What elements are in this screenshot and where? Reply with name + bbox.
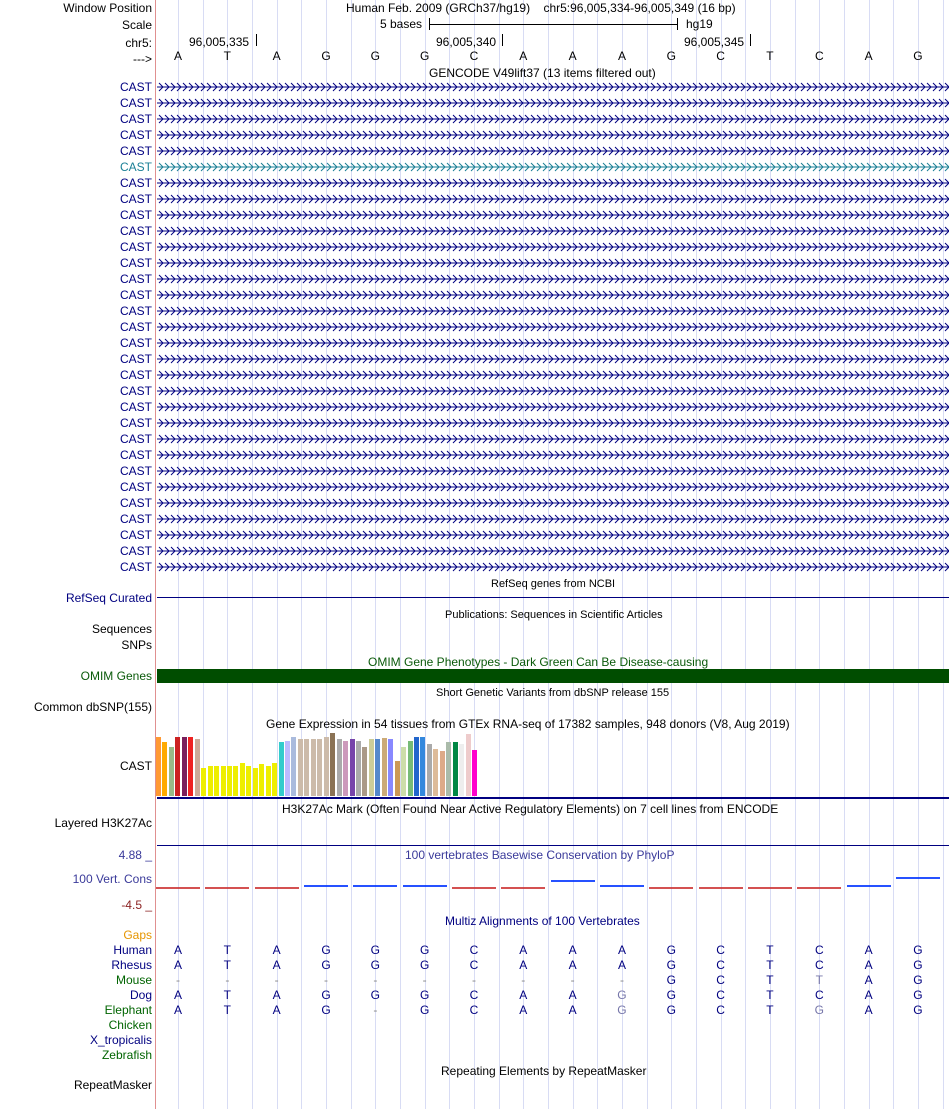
multiz-base: A bbox=[617, 958, 626, 972]
multiz-base: A bbox=[864, 973, 873, 987]
chrom-label: chr5: bbox=[125, 36, 152, 50]
scale-tick-left bbox=[429, 18, 430, 30]
gencode-transcript-label[interactable]: CAST bbox=[119, 80, 152, 94]
gtex-tissue-bar[interactable] bbox=[156, 737, 161, 796]
gtex-tissue-bar[interactable] bbox=[175, 737, 180, 796]
gencode-transcript-feature[interactable] bbox=[157, 562, 949, 572]
multiz-base: C bbox=[716, 958, 725, 972]
base-letter: T bbox=[766, 49, 774, 63]
gencode-transcript-feature[interactable] bbox=[157, 98, 949, 108]
multiz-base: A bbox=[173, 988, 182, 1002]
base-letter: G bbox=[419, 49, 430, 63]
multiz-base: A bbox=[568, 943, 577, 957]
phylop-score-mark bbox=[551, 880, 595, 889]
gtex-bar-chart[interactable] bbox=[156, 733, 556, 796]
base-letter: A bbox=[617, 49, 626, 63]
gtex-tissue-bar[interactable] bbox=[330, 733, 335, 796]
multiz-title[interactable]: Multiz Alignments of 100 Vertebrates bbox=[445, 914, 640, 928]
multiz-base: C bbox=[814, 988, 824, 1002]
gencode-transcript-feature[interactable] bbox=[157, 242, 949, 252]
strand-label: ---> bbox=[133, 52, 152, 66]
dbsnp-title[interactable]: Short Genetic Variants from dbSNP release 155 bbox=[436, 687, 670, 699]
phylop-label[interactable]: 100 Vert. Cons bbox=[72, 872, 152, 886]
refseq-label[interactable]: RefSeq Curated bbox=[65, 591, 152, 605]
multiz-base: - bbox=[176, 973, 180, 987]
gtex-tissue-bar[interactable] bbox=[279, 742, 284, 796]
phylop-score-mark bbox=[797, 887, 841, 895]
multiz-base: A bbox=[568, 988, 577, 1002]
repeatmasker-title[interactable]: Repeating Elements by RepeatMasker bbox=[441, 1064, 647, 1078]
multiz-base: G bbox=[321, 943, 331, 957]
gencode-transcript-feature[interactable] bbox=[157, 498, 949, 508]
gtex-tissue-bar[interactable] bbox=[188, 737, 193, 796]
gencode-transcript-feature[interactable] bbox=[157, 434, 949, 444]
gtex-baseline bbox=[157, 797, 949, 799]
window-position-text: Human Feb. 2009 (GRCh37/hg19) chr5:96,005,334-96,005,349 (16 bp) bbox=[346, 1, 736, 15]
gtex-tissue-bar[interactable] bbox=[414, 737, 419, 796]
gencode-transcript-feature[interactable] bbox=[157, 306, 949, 316]
phylop-score-mark bbox=[896, 877, 940, 889]
gencode-transcript-feature[interactable] bbox=[157, 530, 949, 540]
gencode-transcript-label[interactable]: CAST bbox=[119, 448, 152, 462]
gtex-tissue-bar[interactable] bbox=[291, 737, 296, 796]
gtex-tissue-bar[interactable] bbox=[343, 741, 348, 796]
gtex-tissue-bar[interactable] bbox=[304, 739, 309, 796]
gencode-transcript-feature[interactable] bbox=[157, 354, 949, 364]
gencode-transcript-feature[interactable] bbox=[157, 402, 949, 412]
multiz-base: G bbox=[321, 988, 331, 1002]
multiz-base: A bbox=[519, 958, 528, 972]
multiz-base: T bbox=[815, 973, 823, 987]
gtex-tissue-bar[interactable] bbox=[182, 737, 187, 796]
multiz-base: G bbox=[321, 958, 331, 972]
multiz-species-label[interactable]: Human bbox=[113, 943, 152, 957]
multiz-base: A bbox=[864, 958, 873, 972]
gencode-transcript-label[interactable]: CAST bbox=[119, 400, 152, 414]
refseq-title[interactable]: RefSeq genes from NCBI bbox=[491, 578, 616, 590]
multiz-base: T bbox=[766, 1003, 774, 1017]
gencode-transcript-label[interactable]: CAST bbox=[119, 176, 152, 190]
gencode-transcript-feature[interactable] bbox=[157, 226, 949, 236]
gencode-transcript-feature[interactable] bbox=[157, 418, 949, 428]
multiz-base: - bbox=[570, 973, 575, 987]
gencode-transcript-feature[interactable] bbox=[157, 450, 949, 460]
gencode-transcript-feature[interactable] bbox=[157, 338, 949, 348]
multiz-base: G bbox=[814, 1003, 824, 1017]
multiz-base: A bbox=[519, 943, 528, 957]
gencode-transcript-feature[interactable] bbox=[157, 482, 949, 492]
h3k27ac-baseline bbox=[157, 845, 949, 846]
multiz-base: - bbox=[619, 973, 624, 987]
multiz-base: G bbox=[617, 1003, 627, 1017]
phylop-score-mark bbox=[649, 887, 693, 894]
gencode-transcript-label[interactable]: CAST bbox=[119, 96, 152, 110]
gencode-transcript-feature[interactable] bbox=[157, 210, 949, 220]
gtex-tissue-bar[interactable] bbox=[466, 734, 471, 796]
gtex-tissue-bar[interactable] bbox=[362, 747, 367, 796]
phylop-score-mark bbox=[699, 887, 743, 893]
base-letter: C bbox=[469, 49, 479, 63]
gencode-transcript-feature[interactable] bbox=[157, 146, 949, 156]
gencode-transcript-feature[interactable] bbox=[157, 162, 949, 172]
phylop-score-mark bbox=[156, 887, 200, 891]
scale-bases: 5 bases bbox=[380, 17, 423, 31]
gencode-transcript-label[interactable]: CAST bbox=[119, 480, 152, 494]
base-letter: G bbox=[913, 49, 923, 63]
gtex-tissue-bar[interactable] bbox=[195, 739, 200, 796]
base-letter: A bbox=[173, 49, 182, 63]
gencode-transcript-label[interactable]: CAST bbox=[119, 256, 152, 270]
multiz-species-label[interactable]: Zebrafish bbox=[101, 1048, 152, 1062]
gtex-tissue-bar[interactable] bbox=[395, 761, 400, 796]
base-letter: C bbox=[716, 49, 725, 63]
gtex-tissue-bar[interactable] bbox=[472, 750, 477, 796]
gtex-tissue-bar[interactable] bbox=[337, 739, 342, 796]
gtex-tissue-bar[interactable] bbox=[246, 766, 251, 796]
gencode-transcript-label[interactable]: CAST bbox=[119, 368, 152, 382]
multiz-base: T bbox=[766, 958, 774, 972]
gtex-tissue-bar[interactable] bbox=[162, 742, 167, 796]
multiz-base: - bbox=[225, 973, 230, 987]
phylop-max: 4.88 _ bbox=[118, 848, 152, 862]
multiz-base: T bbox=[223, 943, 231, 957]
omim-label[interactable]: OMIM Genes bbox=[80, 669, 152, 683]
multiz-base: C bbox=[716, 973, 725, 987]
coord-tick-3 bbox=[750, 34, 751, 46]
base-letter: G bbox=[321, 49, 331, 63]
multiz-base: A bbox=[272, 958, 281, 972]
gencode-transcript-label[interactable]: CAST bbox=[119, 128, 152, 142]
dbsnp-label[interactable]: Common dbSNP(155) bbox=[33, 700, 152, 714]
multiz-base: C bbox=[814, 943, 824, 957]
gencode-transcript-feature[interactable] bbox=[157, 386, 949, 396]
multiz-base: A bbox=[272, 1003, 281, 1017]
phylop-score-mark bbox=[748, 887, 792, 891]
gtex-tissue-bar[interactable] bbox=[356, 741, 361, 796]
multiz-base: C bbox=[469, 988, 479, 1002]
multiz-base: G bbox=[666, 1003, 676, 1017]
coord-3: 96,005,345 bbox=[684, 35, 745, 49]
scale-assembly: hg19 bbox=[686, 17, 713, 31]
multiz-base: C bbox=[469, 958, 479, 972]
gtex-tissue-bar[interactable] bbox=[221, 766, 226, 796]
gencode-transcript-feature[interactable] bbox=[157, 546, 949, 556]
phylop-score-mark bbox=[353, 885, 397, 889]
coord-2: 96,005,340 bbox=[436, 35, 497, 49]
multiz-base: T bbox=[223, 988, 231, 1002]
gtex-tissue-bar[interactable] bbox=[201, 768, 206, 796]
gtex-tissue-bar[interactable] bbox=[317, 739, 322, 796]
multiz-base: T bbox=[766, 943, 774, 957]
phylop-score-mark bbox=[403, 885, 447, 889]
publications-label-sequences[interactable]: Sequences bbox=[91, 622, 152, 636]
multiz-base: - bbox=[323, 973, 328, 987]
multiz-base: G bbox=[419, 1003, 430, 1017]
gencode-transcript-feature[interactable] bbox=[157, 258, 949, 268]
multiz-base: A bbox=[568, 1003, 577, 1017]
multiz-species-label[interactable]: Chicken bbox=[108, 1018, 152, 1032]
base-letter: A bbox=[568, 49, 577, 63]
multiz-species-label[interactable]: X_tropicalis bbox=[89, 1033, 152, 1047]
gencode-transcript-feature[interactable] bbox=[157, 114, 949, 124]
gtex-tissue-bar[interactable] bbox=[420, 737, 425, 796]
publications-title[interactable]: Publications: Sequences in Scientific Articles bbox=[445, 609, 663, 621]
multiz-base: A bbox=[864, 988, 873, 1002]
gtex-tissue-bar[interactable] bbox=[382, 738, 387, 796]
gencode-transcript-label[interactable]: CAST bbox=[119, 112, 152, 126]
gencode-transcript-label[interactable]: CAST bbox=[119, 384, 152, 398]
gtex-tissue-bar[interactable] bbox=[253, 768, 258, 796]
multiz-base: - bbox=[471, 973, 476, 987]
gencode-transcript-label[interactable]: CAST bbox=[119, 320, 152, 334]
gtex-tissue-bar[interactable] bbox=[388, 739, 393, 796]
multiz-base: G bbox=[666, 973, 676, 987]
gencode-transcript-feature[interactable] bbox=[157, 82, 949, 92]
gtex-tissue-bar[interactable] bbox=[259, 764, 264, 796]
gtex-tissue-bar[interactable] bbox=[427, 744, 432, 796]
multiz-base: G bbox=[370, 988, 380, 1002]
multiz-base: G bbox=[419, 958, 430, 972]
gtex-tissue-bar[interactable] bbox=[459, 744, 464, 796]
phylop-score-mark bbox=[847, 885, 891, 889]
gtex-tissue-bar[interactable] bbox=[401, 747, 406, 796]
base-letter: T bbox=[223, 49, 231, 63]
multiz-base: A bbox=[173, 958, 182, 972]
gtex-tissue-bar[interactable] bbox=[350, 739, 355, 796]
multiz-base: G bbox=[913, 988, 923, 1002]
gtex-tissue-bar[interactable] bbox=[311, 739, 316, 796]
gtex-label[interactable]: CAST bbox=[119, 759, 152, 773]
multiz-base: T bbox=[766, 988, 774, 1002]
gencode-transcript-label[interactable]: CAST bbox=[119, 352, 152, 366]
multiz-species-label[interactable]: Rhesus bbox=[111, 958, 152, 972]
gencode-transcript-label[interactable]: CAST bbox=[119, 240, 152, 254]
multiz-base: G bbox=[370, 958, 380, 972]
gtex-tissue-bar[interactable] bbox=[214, 766, 219, 796]
multiz-base: G bbox=[666, 943, 676, 957]
gencode-transcript-label[interactable]: CAST bbox=[119, 560, 152, 574]
phylop-score-mark bbox=[255, 887, 299, 891]
scale-label: Scale bbox=[121, 18, 152, 32]
multiz-base: T bbox=[223, 1003, 231, 1017]
multiz-base: - bbox=[373, 973, 378, 987]
multiz-base: C bbox=[469, 943, 479, 957]
multiz-base: C bbox=[814, 958, 824, 972]
multiz-base: - bbox=[521, 973, 526, 987]
multiz-base: - bbox=[274, 973, 279, 987]
gencode-transcript-feature[interactable] bbox=[157, 322, 949, 332]
multiz-base: A bbox=[864, 943, 873, 957]
multiz-base: G bbox=[419, 943, 430, 957]
gencode-transcript-feature[interactable] bbox=[157, 274, 949, 284]
multiz-base: A bbox=[173, 943, 182, 957]
gencode-transcript-label[interactable]: CAST bbox=[119, 192, 152, 206]
multiz-base: - bbox=[422, 973, 427, 987]
gtex-tissue-bar[interactable] bbox=[298, 739, 303, 796]
gtex-tissue-bar[interactable] bbox=[408, 741, 413, 796]
multiz-base: G bbox=[419, 988, 430, 1002]
gencode-transcript-label[interactable]: CAST bbox=[119, 224, 152, 238]
multiz-base: A bbox=[272, 988, 281, 1002]
base-letter: A bbox=[864, 49, 873, 63]
multiz-base: A bbox=[519, 988, 528, 1002]
gencode-transcript-feature[interactable] bbox=[157, 466, 949, 476]
gencode-transcript-feature[interactable] bbox=[157, 370, 949, 380]
base-letter: C bbox=[814, 49, 824, 63]
multiz-base: G bbox=[913, 1003, 923, 1017]
gencode-transcript-label[interactable]: CAST bbox=[119, 432, 152, 446]
gencode-transcript-feature[interactable] bbox=[157, 178, 949, 188]
phylop-score-mark bbox=[501, 887, 545, 891]
multiz-base: G bbox=[370, 943, 380, 957]
phylop-min: -4.5 _ bbox=[121, 898, 152, 912]
multiz-gaps-label: Gaps bbox=[123, 928, 152, 942]
coord-tick-1 bbox=[256, 34, 257, 46]
gtex-tissue-bar[interactable] bbox=[208, 766, 213, 796]
coord-1: 96,005,335 bbox=[189, 35, 250, 49]
gtex-tissue-bar[interactable] bbox=[446, 742, 451, 796]
multiz-base: C bbox=[469, 1003, 479, 1017]
gencode-transcript-label[interactable]: CAST bbox=[119, 336, 152, 350]
base-letter: G bbox=[370, 49, 380, 63]
gtex-tissue-bar[interactable] bbox=[375, 739, 380, 796]
phylop-score-mark bbox=[452, 887, 496, 891]
multiz-base: - bbox=[373, 1003, 378, 1017]
gencode-title[interactable]: GENCODE V49lift37 (13 items filtered out) bbox=[429, 66, 656, 80]
gtex-tissue-bar[interactable] bbox=[440, 751, 445, 796]
multiz-base: G bbox=[321, 1003, 331, 1017]
h3k27ac-title[interactable]: H3K27Ac Mark (Often Found Near Active Regulatory Elements) on 7 cell lines from ENCODE bbox=[282, 802, 779, 816]
phylop-score-mark bbox=[205, 887, 249, 892]
gtex-tissue-bar[interactable] bbox=[453, 742, 458, 796]
base-letter: A bbox=[272, 49, 281, 63]
multiz-base: G bbox=[617, 988, 627, 1002]
phylop-score-mark bbox=[304, 885, 348, 889]
gtex-tissue-bar[interactable] bbox=[233, 766, 238, 796]
gencode-transcript-label[interactable]: CAST bbox=[119, 416, 152, 430]
scale-ruler bbox=[429, 24, 677, 25]
scale-tick-right bbox=[677, 18, 678, 30]
gencode-transcript-label[interactable]: CAST bbox=[119, 288, 152, 302]
gencode-transcript-feature[interactable] bbox=[157, 130, 949, 140]
phylop-title[interactable]: 100 vertebrates Basewise Conservation by PhyloP bbox=[405, 848, 675, 862]
multiz-base: G bbox=[913, 958, 923, 972]
omim-title[interactable]: OMIM Gene Phenotypes - Dark Green Can Be Disease-causing bbox=[368, 655, 709, 669]
multiz-base: C bbox=[716, 988, 725, 1002]
coord-tick-2 bbox=[502, 34, 503, 46]
multiz-base: C bbox=[716, 943, 725, 957]
multiz-base: T bbox=[223, 958, 231, 972]
multiz-base: A bbox=[272, 943, 281, 957]
omim-gene-bar[interactable] bbox=[157, 669, 949, 683]
window-position-label: Window Position bbox=[63, 1, 152, 15]
gtex-tissue-bar[interactable] bbox=[272, 763, 277, 796]
gtex-tissue-bar[interactable] bbox=[369, 739, 374, 796]
base-letter: A bbox=[519, 49, 528, 63]
multiz-base: G bbox=[666, 988, 676, 1002]
gencode-transcript-label[interactable]: CAST bbox=[119, 272, 152, 286]
gencode-transcript-label[interactable]: CAST bbox=[119, 144, 152, 158]
multiz-base: A bbox=[864, 1003, 873, 1017]
gtex-tissue-bar[interactable] bbox=[285, 741, 290, 796]
multiz-base: G bbox=[666, 958, 676, 972]
multiz-species-label[interactable]: Dog bbox=[129, 988, 152, 1002]
gencode-transcript-label[interactable]: CAST bbox=[119, 544, 152, 558]
gencode-transcript-feature[interactable] bbox=[157, 514, 949, 524]
gencode-transcript-label[interactable]: CAST bbox=[119, 208, 152, 222]
gtex-tissue-bar[interactable] bbox=[433, 749, 438, 796]
gencode-transcript-label[interactable]: CAST bbox=[119, 528, 152, 542]
repeatmasker-label[interactable]: RepeatMasker bbox=[73, 1078, 152, 1092]
base-letter: G bbox=[666, 49, 676, 63]
multiz-base: A bbox=[173, 1003, 182, 1017]
h3k27ac-label[interactable]: Layered H3K27Ac bbox=[54, 816, 152, 830]
gtex-tissue-bar[interactable] bbox=[227, 766, 232, 796]
multiz-base: G bbox=[913, 943, 923, 957]
multiz-base: T bbox=[766, 973, 774, 987]
multiz-base: A bbox=[568, 958, 577, 972]
gencode-transcript-feature[interactable] bbox=[157, 290, 949, 300]
multiz-species-label[interactable]: Mouse bbox=[115, 973, 152, 987]
gencode-transcript-label[interactable]: CAST bbox=[119, 512, 152, 526]
gencode-transcript-label[interactable]: CAST bbox=[119, 464, 152, 478]
publications-label-snps[interactable]: SNPs bbox=[121, 638, 152, 652]
gtex-tissue-bar[interactable] bbox=[169, 747, 174, 796]
gtex-tissue-bar[interactable] bbox=[266, 766, 271, 796]
gtex-tissue-bar[interactable] bbox=[324, 737, 329, 796]
gtex-title[interactable]: Gene Expression in 54 tissues from GTEx RNA-seq of 17382 samples, 948 donors (V8, Aug 2019) bbox=[266, 717, 790, 731]
gencode-transcript-label[interactable]: CAST bbox=[119, 304, 152, 318]
gencode-transcript-label[interactable]: CAST bbox=[119, 496, 152, 510]
gencode-transcript-label[interactable]: CAST bbox=[119, 160, 152, 174]
gencode-transcript-feature[interactable] bbox=[157, 194, 949, 204]
multiz-species-label[interactable]: Elephant bbox=[104, 1003, 152, 1017]
gtex-tissue-bar[interactable] bbox=[240, 763, 245, 796]
refseq-gene-line[interactable] bbox=[157, 597, 949, 598]
multiz-base: A bbox=[617, 943, 626, 957]
multiz-base: A bbox=[519, 1003, 528, 1017]
multiz-base: G bbox=[913, 973, 923, 987]
phylop-score-mark bbox=[600, 885, 644, 889]
multiz-base: C bbox=[716, 1003, 725, 1017]
